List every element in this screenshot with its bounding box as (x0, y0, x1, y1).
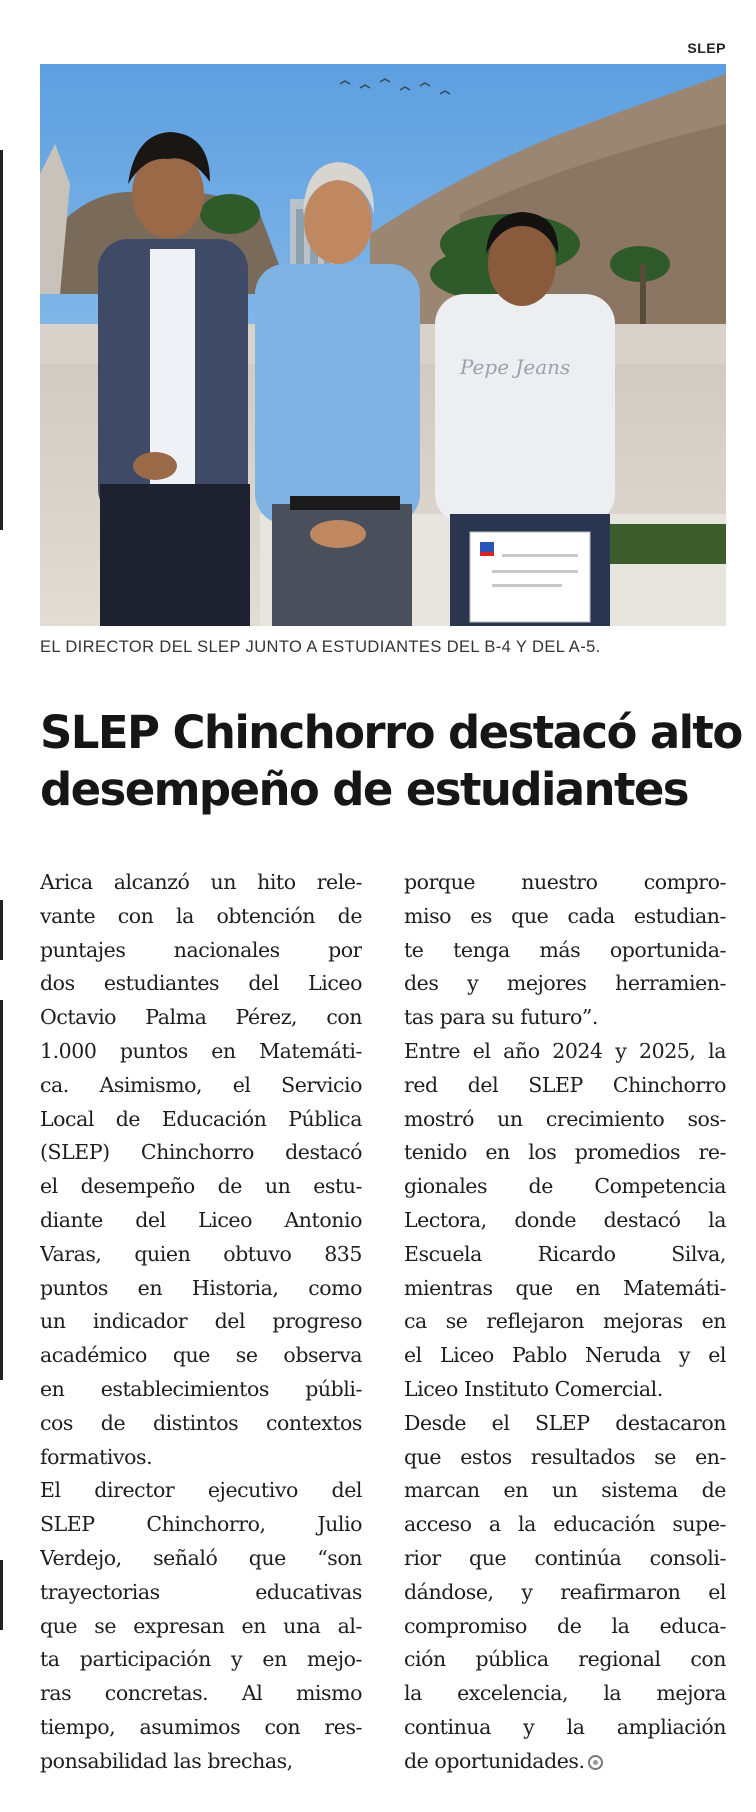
text-line: gionales de Competencia (404, 1174, 726, 1199)
text-line: Lectora, donde destacó la (404, 1207, 726, 1232)
text-line: Varas, quien obtuvo 835 (40, 1241, 362, 1266)
text-line: diante del Liceo Antonio (40, 1207, 362, 1232)
text-line: trayectorias educativas (40, 1579, 362, 1604)
text-line: 1.000 puntos en Matemáti- (40, 1038, 362, 1063)
text-line: de oportunidades. (404, 1745, 726, 1779)
text-line: puntajes nacionales por (40, 937, 362, 962)
text-line: mostró un crecimiento sos- (404, 1106, 726, 1131)
text-line: tas para su futuro”. (404, 1005, 598, 1030)
text-line: cos de distintos contextos (40, 1410, 362, 1435)
paragraph (404, 1035, 726, 1407)
text-line: SLEP Chinchorro, Julio (40, 1512, 362, 1537)
text-line: Local de Educación Pública (40, 1106, 362, 1131)
text-line: miso es que cada estudian- (404, 903, 726, 928)
text-line: vante con la obtención de (40, 903, 362, 928)
text-line: un indicador del progreso (40, 1309, 362, 1334)
text-line: dos estudiantes del Liceo (40, 971, 362, 996)
column-rule (0, 0, 4, 1812)
text-line: Entre el año 2024 y 2025, la (404, 1038, 726, 1063)
end-of-article-icon (588, 1755, 603, 1770)
text-line: puntos en Historia, como (40, 1275, 362, 1300)
article-photo (40, 64, 726, 626)
paragraph (40, 866, 362, 1474)
paragraph (404, 866, 726, 1035)
text-line: continua y la ampliación (404, 1714, 726, 1739)
paragraph (404, 1407, 726, 1779)
text-line: des y mejores herramien- (404, 971, 726, 996)
text-line: Escuela Ricardo Silva, (404, 1241, 726, 1266)
text-line: compromiso de la educa- (404, 1613, 726, 1638)
text-line: tenido en los promedios re- (404, 1140, 726, 1165)
text-line: ción pública regional con (404, 1647, 726, 1672)
section-tag: SLEP (687, 40, 726, 56)
text-line: mientras que en Matemáti- (404, 1275, 726, 1300)
text-line: El director ejecutivo del (40, 1478, 362, 1503)
text-line: Octavio Palma Pérez, con (40, 1005, 362, 1030)
text-line: la excelencia, la mejora (404, 1681, 726, 1706)
text-line: Desde el SLEP destacaron (404, 1410, 726, 1435)
body-column-left (40, 866, 362, 1779)
text-line: porque nuestro compro- (404, 870, 726, 894)
text-line: ca. Asimismo, el Servicio (40, 1072, 362, 1097)
photo-illustration (40, 64, 726, 626)
text-line: ca se reflejaron mejoras en (404, 1309, 726, 1334)
text-line: acceso a la educación supe- (404, 1512, 726, 1537)
text-line: red del SLEP Chinchorro (404, 1072, 726, 1097)
text-line: Arica alcanzó un hito rele- (40, 870, 362, 894)
text-line: que estos resultados se en- (404, 1444, 726, 1469)
text-line: Liceo Instituto Comercial. (404, 1376, 663, 1401)
text-line: formativos. (40, 1444, 153, 1469)
headline-line-1: SLEP Chinchorro destacó alto (40, 706, 742, 759)
shirt-print: Pepe Jeans (460, 355, 571, 379)
text-line: ras concretas. Al mismo (40, 1681, 362, 1706)
text-line: académico que se observa (40, 1343, 362, 1368)
text-line: que se expresan en una al- (40, 1613, 362, 1638)
photo-caption: EL DIRECTOR DEL SLEP JUNTO A ESTUDIANTES DEL B-4 Y DEL A-5. (40, 638, 601, 656)
paragraph (40, 1474, 362, 1778)
text-line: en establecimientos públi- (40, 1376, 362, 1401)
text-line: Verdejo, señaló que “son (40, 1545, 362, 1570)
text-line: rior que continúa consoli- (404, 1545, 726, 1570)
headline-line-2: desempeño de estudiantes (40, 763, 688, 816)
text-line: te tenga más oportunida- (404, 937, 726, 962)
text-line: marcan en un sistema de (404, 1478, 726, 1503)
text-line: dándose, y reafirmaron el (404, 1579, 726, 1604)
text-line: tiempo, asumimos con res- (40, 1714, 362, 1739)
text-line: ta participación y en mejo- (40, 1647, 362, 1672)
text-line: el desempeño de un estu- (40, 1174, 362, 1199)
text-line: el Liceo Pablo Neruda y el (404, 1343, 726, 1368)
text-line: (SLEP) Chinchorro destacó (40, 1140, 362, 1165)
text-line: ponsabilidad las brechas, (40, 1748, 293, 1773)
article-headline (40, 704, 740, 818)
body-column-right (404, 866, 726, 1779)
